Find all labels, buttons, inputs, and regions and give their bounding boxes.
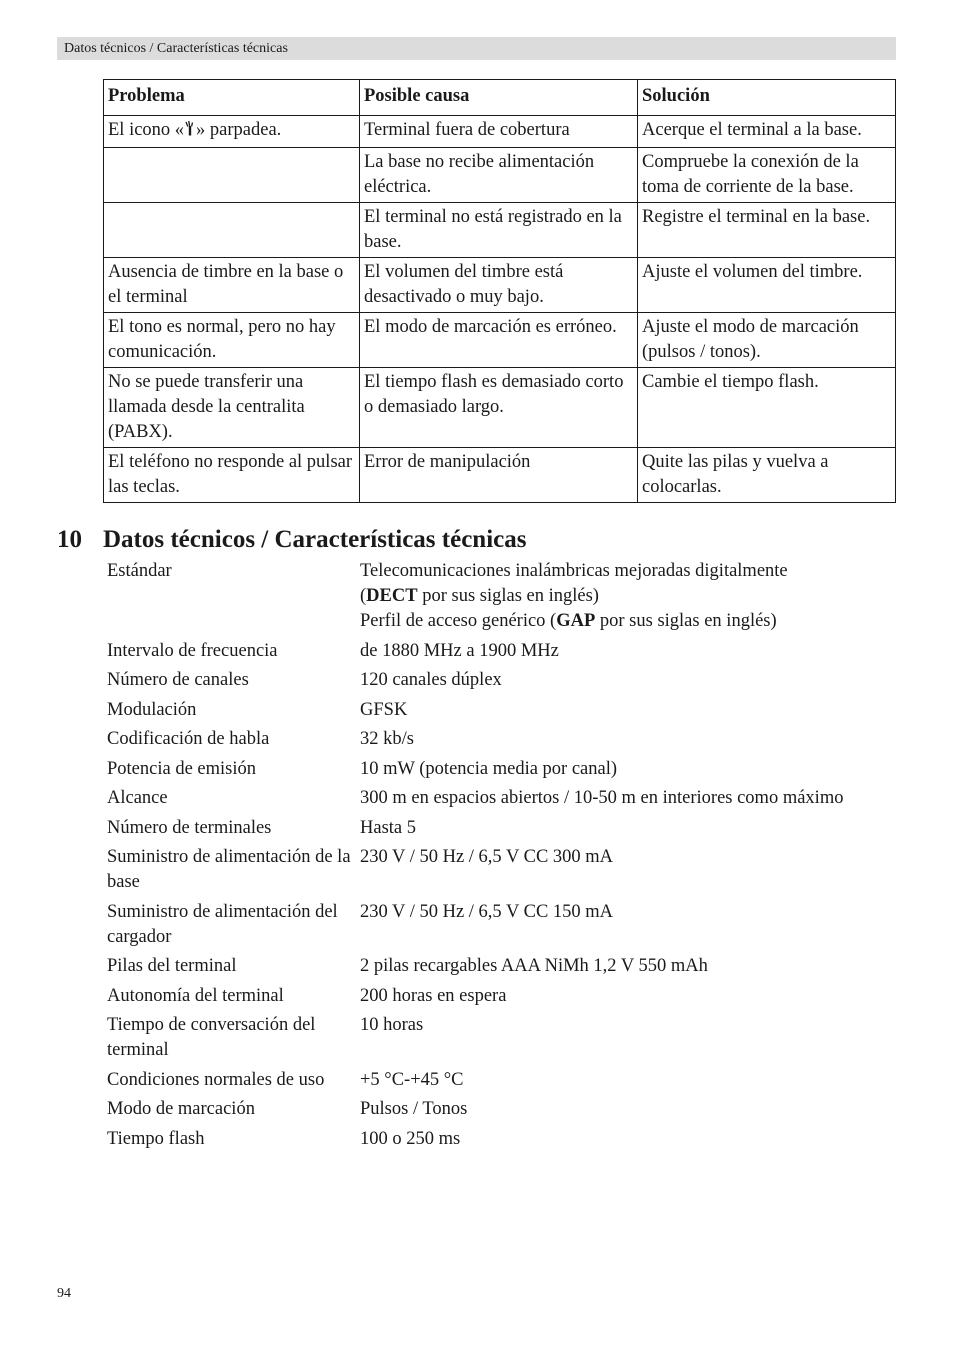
spec-row-standard	[107, 559, 867, 634]
cause-cell: Terminal fuera de cobertura	[360, 116, 638, 148]
running-header: Datos técnicos / Características técnicas	[57, 37, 896, 60]
spec-row	[107, 1013, 867, 1063]
problem-cell: Ausencia de timbre en la base o el terminal	[104, 258, 360, 313]
spec-label: Alcance	[107, 788, 168, 808]
spec-label: Modulación	[107, 699, 197, 720]
table-row	[104, 448, 896, 503]
spec-label: Autonomía del terminal	[107, 985, 284, 1006]
spec-value: 230 V / 50 Hz / 6,5 V CC 300 mA	[360, 847, 614, 867]
spec-row	[107, 668, 867, 693]
spec-value: Hasta 5	[360, 817, 416, 838]
spec-row	[107, 900, 867, 950]
problem-text-prefix: El icono «	[108, 120, 185, 140]
column-header-cause: Posible causa	[360, 80, 638, 116]
spec-row	[107, 845, 867, 895]
page-number: 94	[57, 1286, 71, 1301]
table-row	[104, 116, 896, 148]
spec-label: Modo de marcación	[107, 1099, 255, 1119]
dect-acronym: DECT	[366, 586, 418, 606]
section-title: Datos técnicos / Características técnicas	[103, 526, 527, 553]
spec-row	[107, 1127, 867, 1152]
cause-cell: La base no recibe alimentación eléctrica.	[360, 148, 638, 203]
paren-open: (	[360, 586, 367, 606]
spec-row	[107, 639, 867, 664]
table-header-row	[104, 80, 896, 116]
spec-value: Pulsos / Tonos	[360, 1099, 468, 1119]
spec-row	[107, 984, 867, 1009]
spec-label: Suministro de alimentación de la base	[107, 847, 351, 892]
problem-cell: El tono es normal, pero no hay comunicación.	[104, 313, 360, 368]
spec-label: Intervalo de frecuencia	[107, 640, 278, 661]
cause-cell: El tiempo flash es demasiado corto o demasiado largo.	[360, 368, 638, 448]
table-row	[104, 148, 896, 203]
spec-value: 10 mW (potencia media por canal)	[360, 758, 618, 779]
spec-label: Pilas del terminal	[107, 956, 237, 976]
problem-cell	[104, 203, 360, 258]
cause-cell: El volumen del timbre está desactivado o muy bajo.	[360, 258, 638, 313]
table-row	[104, 258, 896, 313]
cause-cell: Error de manipulación	[360, 448, 638, 503]
standard-line-2	[360, 584, 867, 609]
standard-line-3	[360, 609, 867, 634]
spec-value: 2 pilas recargables AAA NiMh 1,2 V 550 mAh	[360, 956, 708, 976]
spec-row	[107, 727, 867, 752]
spec-value: 100 o 250 ms	[360, 1128, 461, 1149]
spec-row	[107, 757, 867, 782]
spec-row	[107, 1068, 867, 1093]
solution-cell: Acerque el terminal a la base.	[638, 116, 896, 148]
spec-label: Condiciones normales de uso	[107, 1069, 325, 1090]
cause-cell: El terminal no está registrado en la base.	[360, 203, 638, 258]
dect-description: por sus siglas en inglés)	[417, 586, 599, 606]
solution-cell: Quite las pilas y vuelva a colocarlas.	[638, 448, 896, 503]
column-header-problem: Problema	[104, 80, 360, 116]
problem-cell: No se puede transferir una llamada desde la centralita (PABX).	[104, 368, 360, 448]
table-row	[104, 203, 896, 258]
solution-cell: Ajuste el volumen del timbre.	[638, 258, 896, 313]
spec-label: Potencia de emisión	[107, 758, 256, 779]
gap-description-start: Perfil de acceso genérico (	[360, 611, 557, 631]
problem-cell	[104, 148, 360, 203]
spec-value	[360, 559, 867, 634]
standard-line-1: Telecomunicaciones inalámbricas mejoradas digitalmente	[360, 561, 788, 581]
spec-label: Número de canales	[107, 670, 249, 690]
gap-description-rest: por sus siglas en inglés)	[595, 611, 777, 631]
spec-label: Número de terminales	[107, 817, 272, 838]
spec-value: 10 horas	[360, 1015, 424, 1035]
problem-cell: El teléfono no responde al pulsar las teclas.	[104, 448, 360, 503]
spec-value: +5 °C-+45 °C	[360, 1069, 464, 1090]
spec-label: Tiempo de conversación del terminal	[107, 1015, 316, 1060]
spec-label: Suministro de alimentación del cargador	[107, 901, 338, 947]
solution-cell: Registre el terminal en la base.	[638, 203, 896, 258]
spec-row	[107, 786, 867, 811]
cause-cell: El modo de marcación es erróneo.	[360, 313, 638, 368]
spec-label: Tiempo flash	[107, 1128, 205, 1149]
column-header-solution: Solución	[638, 80, 896, 116]
spec-value: 120 canales dúplex	[360, 670, 502, 690]
table-row	[104, 313, 896, 368]
spec-value: de 1880 MHz a 1900 MHz	[360, 640, 559, 661]
spec-value: 32 kb/s	[360, 729, 414, 749]
troubleshooting-table	[103, 79, 896, 503]
section-number: 10	[57, 526, 82, 553]
table-row	[104, 368, 896, 448]
spec-value: GFSK	[360, 699, 408, 720]
spec-row	[107, 698, 867, 723]
solution-cell: Ajuste el modo de marcación (pulsos / tonos).	[638, 313, 896, 368]
spec-row	[107, 1097, 867, 1122]
problem-cell	[104, 116, 360, 148]
signal-antenna-icon	[184, 120, 196, 145]
spec-list	[107, 559, 867, 1156]
spec-row	[107, 816, 867, 841]
spec-label: Estándar	[107, 561, 172, 581]
spec-label: Codificación de habla	[107, 729, 270, 749]
spec-value: 200 horas en espera	[360, 985, 507, 1006]
spec-value: 300 m en espacios abiertos / 10-50 m en interiores como máximo	[360, 788, 844, 808]
problem-text-suffix: » parpadea.	[196, 120, 282, 140]
solution-cell: Cambie el tiempo flash.	[638, 368, 896, 448]
gap-acronym: GAP	[556, 611, 596, 631]
spec-row	[107, 954, 867, 979]
solution-cell: Compruebe la conexión de la toma de corriente de la base.	[638, 148, 896, 203]
spec-value: 230 V / 50 Hz / 6,5 V CC 150 mA	[360, 901, 614, 922]
section-heading	[57, 524, 526, 556]
